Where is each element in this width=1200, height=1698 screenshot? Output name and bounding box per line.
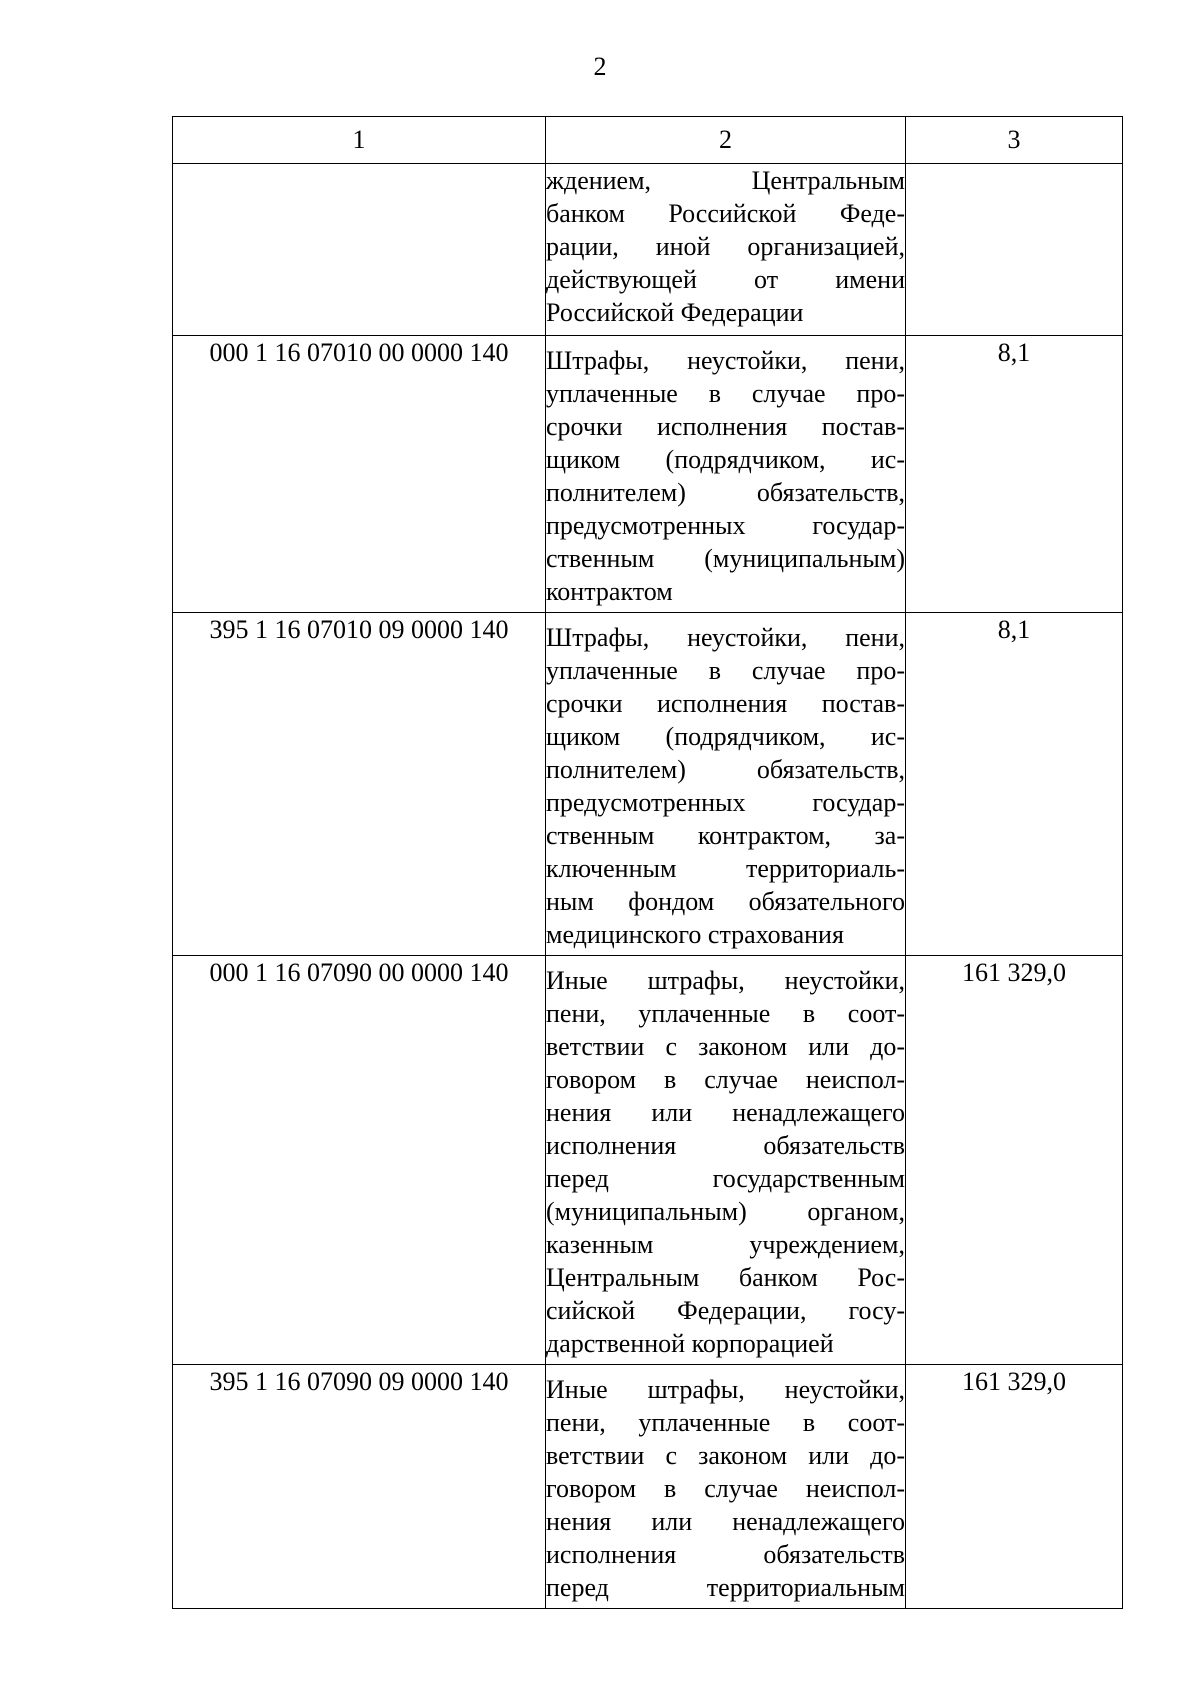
column-number-2: 2: [546, 117, 906, 164]
table-row: [173, 164, 1123, 336]
description-line: контрактом: [546, 577, 673, 606]
table-header-row: [173, 117, 1123, 164]
description-line: сийской Федерации, госу-: [546, 1296, 905, 1325]
description-line: дарственной корпорацией: [546, 1329, 834, 1358]
page-number: 2: [593, 52, 607, 81]
description-line: срочки исполнения постав-: [546, 689, 905, 718]
description-line: ветствии с законом или до-: [546, 1032, 905, 1061]
description-line: исполнения обязательств: [546, 1540, 905, 1569]
amount-cell: 8,1: [906, 336, 1123, 613]
budget-code-cell: 000 1 16 07010 00 0000 140: [173, 336, 546, 613]
description-cell: [546, 1365, 906, 1609]
description-line: действующей от имени: [546, 265, 905, 294]
table-row: [173, 336, 1123, 613]
description-line: ственным (муниципальным): [546, 544, 905, 573]
budget-code-cell: 000 1 16 07090 00 0000 140: [173, 956, 546, 1365]
description-line: пени, уплаченные в соот-: [546, 999, 905, 1028]
description-line: уплаченные в случае про-: [546, 656, 905, 685]
description-line: нения или ненадлежащего: [546, 1507, 905, 1536]
column-number-3: 3: [906, 117, 1123, 164]
table-row: [173, 613, 1123, 956]
amount-cell: 161 329,0: [906, 1365, 1123, 1609]
description-line: рации, иной организацией,: [546, 232, 905, 261]
description-line: ственным контрактом, за-: [546, 821, 905, 850]
description-cell: [546, 956, 906, 1365]
description-cell: [546, 164, 906, 336]
description-line: Российской Федерации: [546, 298, 804, 327]
description-line: медицинского страхования: [546, 920, 844, 949]
description-line: полнителем) обязательств,: [546, 478, 905, 507]
table-row: [173, 956, 1123, 1365]
description-line: ключенным территориаль-: [546, 854, 905, 883]
table-row: [173, 1365, 1123, 1609]
description-line: щиком (подрядчиком, ис-: [546, 445, 905, 474]
description-line: перед территориальным: [546, 1573, 905, 1602]
amount-cell: 161 329,0: [906, 956, 1123, 1365]
amount-cell: [906, 164, 1123, 336]
budget-code-cell: 395 1 16 07010 09 0000 140: [173, 613, 546, 956]
description-cell: [546, 336, 906, 613]
revenue-table: [172, 116, 1123, 1609]
description-line: предусмотренных государ-: [546, 788, 905, 817]
description-line: предусмотренных государ-: [546, 511, 905, 540]
description-line: ждением, Центральным: [546, 166, 905, 195]
description-line: Иные штрафы, неустойки,: [546, 1375, 905, 1404]
description-line: Центральным банком Рос-: [546, 1263, 905, 1292]
description-line: полнителем) обязательств,: [546, 755, 905, 784]
budget-code-cell: [173, 164, 546, 336]
description-line: казенным учреждением,: [546, 1230, 905, 1259]
description-line: срочки исполнения постав-: [546, 412, 905, 441]
description-line: уплаченные в случае про-: [546, 379, 905, 408]
description-line: говором в случае неиспол-: [546, 1474, 905, 1503]
amount-cell: 8,1: [906, 613, 1123, 956]
description-line: говором в случае неиспол-: [546, 1065, 905, 1094]
description-line: ветствии с законом или до-: [546, 1441, 905, 1470]
description-line: Иные штрафы, неустойки,: [546, 966, 905, 995]
description-line: щиком (подрядчиком, ис-: [546, 722, 905, 751]
description-line: нения или ненадлежащего: [546, 1098, 905, 1127]
description-cell: [546, 613, 906, 956]
description-line: пени, уплаченные в соот-: [546, 1408, 905, 1437]
description-line: перед государственным: [546, 1164, 905, 1193]
budget-code-cell: 395 1 16 07090 09 0000 140: [173, 1365, 546, 1609]
description-line: банком Российской Феде-: [546, 199, 905, 228]
description-line: Штрафы, неустойки, пени,: [546, 623, 905, 652]
column-number-1: 1: [173, 117, 546, 164]
description-line: исполнения обязательств: [546, 1131, 905, 1160]
description-line: Штрафы, неустойки, пени,: [546, 346, 905, 375]
description-line: (муниципальным) органом,: [546, 1197, 905, 1226]
description-line: ным фондом обязательного: [546, 887, 905, 916]
